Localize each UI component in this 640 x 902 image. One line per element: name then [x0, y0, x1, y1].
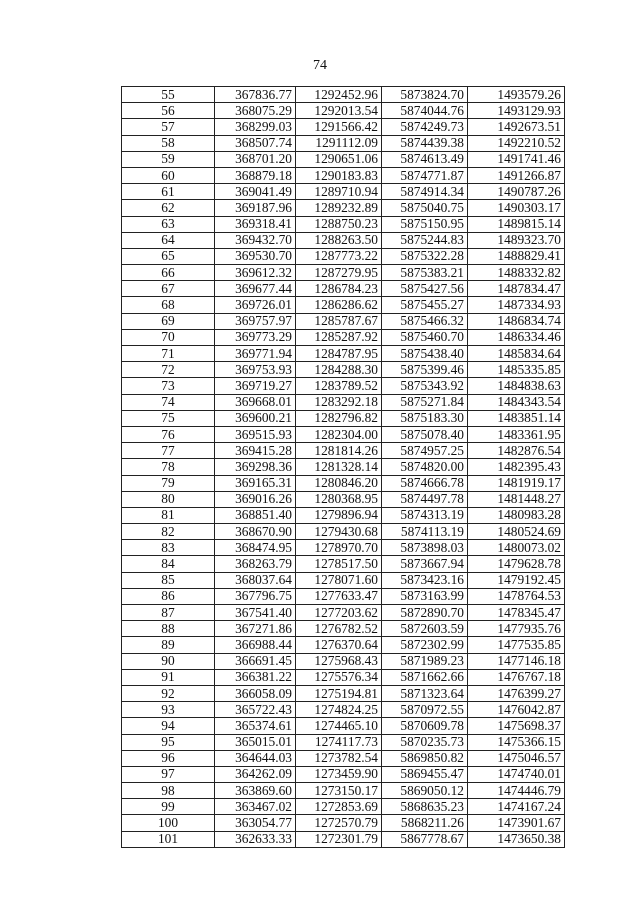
coord-a-cell: 368075.29	[215, 103, 296, 119]
coord-b-cell: 1277203.62	[296, 605, 382, 621]
coord-d-cell: 1491741.46	[468, 151, 565, 167]
coord-d-cell: 1476399.27	[468, 685, 565, 701]
table-row	[122, 685, 565, 701]
coord-a-cell: 368507.74	[215, 135, 296, 151]
coord-b-cell: 1277633.47	[296, 588, 382, 604]
table-row	[122, 524, 565, 540]
coord-c-cell: 5874914.34	[382, 184, 468, 200]
coord-b-cell: 1286784.23	[296, 281, 382, 297]
coord-d-cell: 1488829.41	[468, 248, 565, 264]
coord-b-cell: 1272570.79	[296, 815, 382, 831]
coord-b-cell: 1283292.18	[296, 394, 382, 410]
coord-d-cell: 1473901.67	[468, 815, 565, 831]
coord-a-cell: 369298.36	[215, 459, 296, 475]
table-row	[122, 815, 565, 831]
coord-c-cell: 5874313.19	[382, 507, 468, 523]
coord-c-cell: 5874439.38	[382, 135, 468, 151]
coord-a-cell: 367836.77	[215, 87, 296, 103]
coord-a-cell: 369318.41	[215, 216, 296, 232]
point-number-cell: 71	[122, 346, 215, 362]
point-number-cell: 97	[122, 766, 215, 782]
table-row	[122, 410, 565, 426]
coord-a-cell: 368474.95	[215, 540, 296, 556]
table-row	[122, 734, 565, 750]
coord-d-cell: 1492210.52	[468, 135, 565, 151]
coord-a-cell: 369165.31	[215, 475, 296, 491]
table-row	[122, 378, 565, 394]
coord-a-cell: 369432.70	[215, 232, 296, 248]
coord-a-cell: 365374.61	[215, 718, 296, 734]
coord-d-cell: 1477535.85	[468, 637, 565, 653]
coord-c-cell: 5875460.70	[382, 329, 468, 345]
coord-b-cell: 1274824.25	[296, 702, 382, 718]
coord-b-cell: 1285787.67	[296, 313, 382, 329]
coord-a-cell: 369771.94	[215, 346, 296, 362]
point-number-cell: 63	[122, 216, 215, 232]
point-number-cell: 56	[122, 103, 215, 119]
coord-a-cell: 369612.32	[215, 265, 296, 281]
table-row	[122, 766, 565, 782]
coord-a-cell: 369668.01	[215, 394, 296, 410]
coord-b-cell: 1283789.52	[296, 378, 382, 394]
coord-b-cell: 1279430.68	[296, 524, 382, 540]
coord-c-cell: 5875427.56	[382, 281, 468, 297]
coord-c-cell: 5875383.21	[382, 265, 468, 281]
coord-a-cell: 369600.21	[215, 410, 296, 426]
point-number-cell: 57	[122, 119, 215, 135]
point-number-cell: 80	[122, 491, 215, 507]
coord-d-cell: 1482876.54	[468, 443, 565, 459]
coord-b-cell: 1274465.10	[296, 718, 382, 734]
coord-c-cell: 5872302.99	[382, 637, 468, 653]
coord-b-cell: 1273150.17	[296, 783, 382, 799]
coord-c-cell: 5875466.32	[382, 313, 468, 329]
coord-a-cell: 368701.20	[215, 151, 296, 167]
point-number-cell: 93	[122, 702, 215, 718]
coord-b-cell: 1290183.83	[296, 167, 382, 183]
point-number-cell: 73	[122, 378, 215, 394]
coord-b-cell: 1280846.20	[296, 475, 382, 491]
coord-c-cell: 5871989.23	[382, 653, 468, 669]
coord-a-cell: 367541.40	[215, 605, 296, 621]
coord-b-cell: 1289710.94	[296, 184, 382, 200]
coord-c-cell: 5875271.84	[382, 394, 468, 410]
point-number-cell: 91	[122, 669, 215, 685]
point-number-cell: 75	[122, 410, 215, 426]
coord-a-cell: 368879.18	[215, 167, 296, 183]
coord-d-cell: 1489323.70	[468, 232, 565, 248]
table-row	[122, 329, 565, 345]
coord-a-cell: 366058.09	[215, 685, 296, 701]
table-row	[122, 151, 565, 167]
coord-b-cell: 1275576.34	[296, 669, 382, 685]
coord-b-cell: 1272301.79	[296, 831, 382, 847]
coord-c-cell: 5869850.82	[382, 750, 468, 766]
coord-b-cell: 1286286.62	[296, 297, 382, 313]
coord-d-cell: 1486334.46	[468, 329, 565, 345]
coord-a-cell: 364644.03	[215, 750, 296, 766]
coord-b-cell: 1285287.92	[296, 329, 382, 345]
coord-d-cell: 1489815.14	[468, 216, 565, 232]
coord-a-cell: 363869.60	[215, 783, 296, 799]
point-number-cell: 87	[122, 605, 215, 621]
table-row	[122, 783, 565, 799]
coord-c-cell: 5874820.00	[382, 459, 468, 475]
coord-d-cell: 1490787.26	[468, 184, 565, 200]
coord-d-cell: 1473650.38	[468, 831, 565, 847]
coord-a-cell: 367796.75	[215, 588, 296, 604]
table-row	[122, 200, 565, 216]
coord-c-cell: 5874497.78	[382, 491, 468, 507]
point-number-cell: 82	[122, 524, 215, 540]
table-row	[122, 135, 565, 151]
table-row	[122, 588, 565, 604]
coord-d-cell: 1474446.79	[468, 783, 565, 799]
point-number-cell: 69	[122, 313, 215, 329]
coord-c-cell: 5874613.49	[382, 151, 468, 167]
coord-c-cell: 5868211.26	[382, 815, 468, 831]
coord-c-cell: 5875078.40	[382, 426, 468, 442]
coord-b-cell: 1288263.50	[296, 232, 382, 248]
table-row	[122, 637, 565, 653]
coord-a-cell: 369187.96	[215, 200, 296, 216]
point-number-cell: 67	[122, 281, 215, 297]
coord-c-cell: 5871323.64	[382, 685, 468, 701]
table-row	[122, 605, 565, 621]
coord-d-cell: 1474167.24	[468, 799, 565, 815]
coord-d-cell: 1477935.76	[468, 621, 565, 637]
coordinate-table	[121, 86, 565, 848]
coord-d-cell: 1480983.28	[468, 507, 565, 523]
coord-b-cell: 1281328.14	[296, 459, 382, 475]
point-number-cell: 58	[122, 135, 215, 151]
coord-c-cell: 5875455.27	[382, 297, 468, 313]
coord-d-cell: 1486834.74	[468, 313, 565, 329]
coord-c-cell: 5875183.30	[382, 410, 468, 426]
coord-a-cell: 368670.90	[215, 524, 296, 540]
coord-d-cell: 1474740.01	[468, 766, 565, 782]
coord-b-cell: 1276782.52	[296, 621, 382, 637]
coord-d-cell: 1481919.17	[468, 475, 565, 491]
table-row	[122, 297, 565, 313]
point-number-cell: 68	[122, 297, 215, 313]
coord-c-cell: 5875438.40	[382, 346, 468, 362]
coord-c-cell: 5872890.70	[382, 605, 468, 621]
table-row	[122, 556, 565, 572]
coord-a-cell: 367271.86	[215, 621, 296, 637]
coord-d-cell: 1492673.51	[468, 119, 565, 135]
point-number-cell: 70	[122, 329, 215, 345]
point-number-cell: 78	[122, 459, 215, 475]
coord-c-cell: 5873824.70	[382, 87, 468, 103]
point-number-cell: 92	[122, 685, 215, 701]
coord-b-cell: 1287279.95	[296, 265, 382, 281]
coord-a-cell: 366381.22	[215, 669, 296, 685]
coord-a-cell: 368851.40	[215, 507, 296, 523]
coord-d-cell: 1483361.95	[468, 426, 565, 442]
coord-c-cell: 5874044.76	[382, 103, 468, 119]
coord-c-cell: 5869050.12	[382, 783, 468, 799]
point-number-cell: 61	[122, 184, 215, 200]
coord-b-cell: 1284288.30	[296, 362, 382, 378]
point-number-cell: 100	[122, 815, 215, 831]
coord-b-cell: 1291566.42	[296, 119, 382, 135]
coord-a-cell: 362633.33	[215, 831, 296, 847]
table-row	[122, 103, 565, 119]
point-number-cell: 84	[122, 556, 215, 572]
coord-b-cell: 1284787.95	[296, 346, 382, 362]
table-row	[122, 459, 565, 475]
coord-b-cell: 1292452.96	[296, 87, 382, 103]
table-row	[122, 653, 565, 669]
coord-c-cell: 5874771.87	[382, 167, 468, 183]
coord-a-cell: 369726.01	[215, 297, 296, 313]
table-row	[122, 702, 565, 718]
table-row	[122, 119, 565, 135]
table-row	[122, 540, 565, 556]
table-row	[122, 718, 565, 734]
coord-c-cell: 5873667.94	[382, 556, 468, 572]
coord-d-cell: 1485335.85	[468, 362, 565, 378]
coord-d-cell: 1481448.27	[468, 491, 565, 507]
table-row	[122, 621, 565, 637]
coord-d-cell: 1478345.47	[468, 605, 565, 621]
point-number-cell: 64	[122, 232, 215, 248]
coord-c-cell: 5871662.66	[382, 669, 468, 685]
coord-a-cell: 369515.93	[215, 426, 296, 442]
coord-b-cell: 1275194.81	[296, 685, 382, 701]
coord-c-cell: 5870235.73	[382, 734, 468, 750]
table-row	[122, 394, 565, 410]
coord-b-cell: 1275968.43	[296, 653, 382, 669]
coord-b-cell: 1290651.06	[296, 151, 382, 167]
coord-a-cell: 364262.09	[215, 766, 296, 782]
coord-d-cell: 1488332.82	[468, 265, 565, 281]
coord-d-cell: 1490303.17	[468, 200, 565, 216]
coord-b-cell: 1292013.54	[296, 103, 382, 119]
coord-a-cell: 369757.97	[215, 313, 296, 329]
coord-d-cell: 1484343.54	[468, 394, 565, 410]
coord-d-cell: 1475366.15	[468, 734, 565, 750]
point-number-cell: 66	[122, 265, 215, 281]
coord-b-cell: 1278517.50	[296, 556, 382, 572]
point-number-cell: 101	[122, 831, 215, 847]
coord-c-cell: 5868635.23	[382, 799, 468, 815]
coord-c-cell: 5870972.55	[382, 702, 468, 718]
coord-c-cell: 5874249.73	[382, 119, 468, 135]
point-number-cell: 59	[122, 151, 215, 167]
coord-a-cell: 369773.29	[215, 329, 296, 345]
table-row	[122, 507, 565, 523]
table-row	[122, 572, 565, 588]
coord-c-cell: 5874113.19	[382, 524, 468, 540]
coord-c-cell: 5873163.99	[382, 588, 468, 604]
coord-c-cell: 5872603.59	[382, 621, 468, 637]
table-row	[122, 184, 565, 200]
point-number-cell: 76	[122, 426, 215, 442]
point-number-cell: 90	[122, 653, 215, 669]
coord-a-cell: 366988.44	[215, 637, 296, 653]
coord-b-cell: 1282796.82	[296, 410, 382, 426]
coord-c-cell: 5874957.25	[382, 443, 468, 459]
point-number-cell: 95	[122, 734, 215, 750]
coord-d-cell: 1485834.64	[468, 346, 565, 362]
coord-b-cell: 1289232.89	[296, 200, 382, 216]
point-number-cell: 96	[122, 750, 215, 766]
table-row	[122, 87, 565, 103]
coord-c-cell: 5875322.28	[382, 248, 468, 264]
coord-c-cell: 5875399.46	[382, 362, 468, 378]
coord-b-cell: 1287773.22	[296, 248, 382, 264]
point-number-cell: 98	[122, 783, 215, 799]
table-row	[122, 346, 565, 362]
point-number-cell: 86	[122, 588, 215, 604]
coord-b-cell: 1288750.23	[296, 216, 382, 232]
table-row	[122, 232, 565, 248]
coord-b-cell: 1281814.26	[296, 443, 382, 459]
point-number-cell: 88	[122, 621, 215, 637]
table-row	[122, 426, 565, 442]
coord-a-cell: 369753.93	[215, 362, 296, 378]
table-row	[122, 443, 565, 459]
coord-d-cell: 1480073.02	[468, 540, 565, 556]
table-row	[122, 831, 565, 847]
table-row	[122, 475, 565, 491]
point-number-cell: 74	[122, 394, 215, 410]
coord-d-cell: 1479192.45	[468, 572, 565, 588]
coord-c-cell: 5870609.78	[382, 718, 468, 734]
coord-b-cell: 1278970.70	[296, 540, 382, 556]
coord-b-cell: 1279896.94	[296, 507, 382, 523]
coord-a-cell: 363054.77	[215, 815, 296, 831]
table-row	[122, 313, 565, 329]
coord-b-cell: 1273459.90	[296, 766, 382, 782]
page-number: 74	[313, 58, 327, 73]
point-number-cell: 62	[122, 200, 215, 216]
coord-d-cell: 1487834.47	[468, 281, 565, 297]
coord-d-cell: 1484838.63	[468, 378, 565, 394]
coord-d-cell: 1493129.93	[468, 103, 565, 119]
point-number-cell: 72	[122, 362, 215, 378]
point-number-cell: 99	[122, 799, 215, 815]
coord-a-cell: 369041.49	[215, 184, 296, 200]
table-row	[122, 750, 565, 766]
table-row	[122, 167, 565, 183]
table-row	[122, 491, 565, 507]
coord-b-cell: 1273782.54	[296, 750, 382, 766]
coord-d-cell: 1483851.14	[468, 410, 565, 426]
coord-b-cell: 1276370.64	[296, 637, 382, 653]
coord-a-cell: 368037.64	[215, 572, 296, 588]
coord-a-cell: 368299.03	[215, 119, 296, 135]
coord-d-cell: 1476042.87	[468, 702, 565, 718]
coord-a-cell: 369719.27	[215, 378, 296, 394]
coord-d-cell: 1478764.53	[468, 588, 565, 604]
point-number-cell: 65	[122, 248, 215, 264]
coord-d-cell: 1476767.18	[468, 669, 565, 685]
coord-d-cell: 1482395.43	[468, 459, 565, 475]
coord-c-cell: 5875150.95	[382, 216, 468, 232]
point-number-cell: 79	[122, 475, 215, 491]
coord-d-cell: 1475698.37	[468, 718, 565, 734]
point-number-cell: 55	[122, 87, 215, 103]
coord-d-cell: 1475046.57	[468, 750, 565, 766]
coord-b-cell: 1282304.00	[296, 426, 382, 442]
coord-b-cell: 1272853.69	[296, 799, 382, 815]
coord-b-cell: 1274117.73	[296, 734, 382, 750]
point-number-cell: 83	[122, 540, 215, 556]
coord-d-cell: 1487334.93	[468, 297, 565, 313]
coord-d-cell: 1479628.78	[468, 556, 565, 572]
table-row	[122, 669, 565, 685]
coord-c-cell: 5873898.03	[382, 540, 468, 556]
coord-a-cell: 368263.79	[215, 556, 296, 572]
coord-d-cell: 1491266.87	[468, 167, 565, 183]
table-row	[122, 265, 565, 281]
coord-b-cell: 1291112.09	[296, 135, 382, 151]
point-number-cell: 89	[122, 637, 215, 653]
table-row	[122, 281, 565, 297]
coord-c-cell: 5875040.75	[382, 200, 468, 216]
table-row	[122, 248, 565, 264]
point-number-cell: 60	[122, 167, 215, 183]
coord-a-cell: 366691.45	[215, 653, 296, 669]
coord-d-cell: 1493579.26	[468, 87, 565, 103]
coord-a-cell: 363467.02	[215, 799, 296, 815]
point-number-cell: 85	[122, 572, 215, 588]
coord-c-cell: 5869455.47	[382, 766, 468, 782]
coord-a-cell: 369415.28	[215, 443, 296, 459]
coord-d-cell: 1477146.18	[468, 653, 565, 669]
coord-c-cell: 5875244.83	[382, 232, 468, 248]
point-number-cell: 81	[122, 507, 215, 523]
table-row	[122, 362, 565, 378]
coord-c-cell: 5873423.16	[382, 572, 468, 588]
coord-a-cell: 369677.44	[215, 281, 296, 297]
coord-a-cell: 369016.26	[215, 491, 296, 507]
coord-c-cell: 5867778.67	[382, 831, 468, 847]
coord-d-cell: 1480524.69	[468, 524, 565, 540]
coord-a-cell: 369530.70	[215, 248, 296, 264]
table-row	[122, 216, 565, 232]
coord-a-cell: 365015.01	[215, 734, 296, 750]
point-number-cell: 94	[122, 718, 215, 734]
table-row	[122, 799, 565, 815]
coordinate-table-body	[122, 87, 565, 848]
coord-c-cell: 5875343.92	[382, 378, 468, 394]
point-number-cell: 77	[122, 443, 215, 459]
coord-b-cell: 1278071.60	[296, 572, 382, 588]
coord-c-cell: 5874666.78	[382, 475, 468, 491]
coord-b-cell: 1280368.95	[296, 491, 382, 507]
coord-a-cell: 365722.43	[215, 702, 296, 718]
